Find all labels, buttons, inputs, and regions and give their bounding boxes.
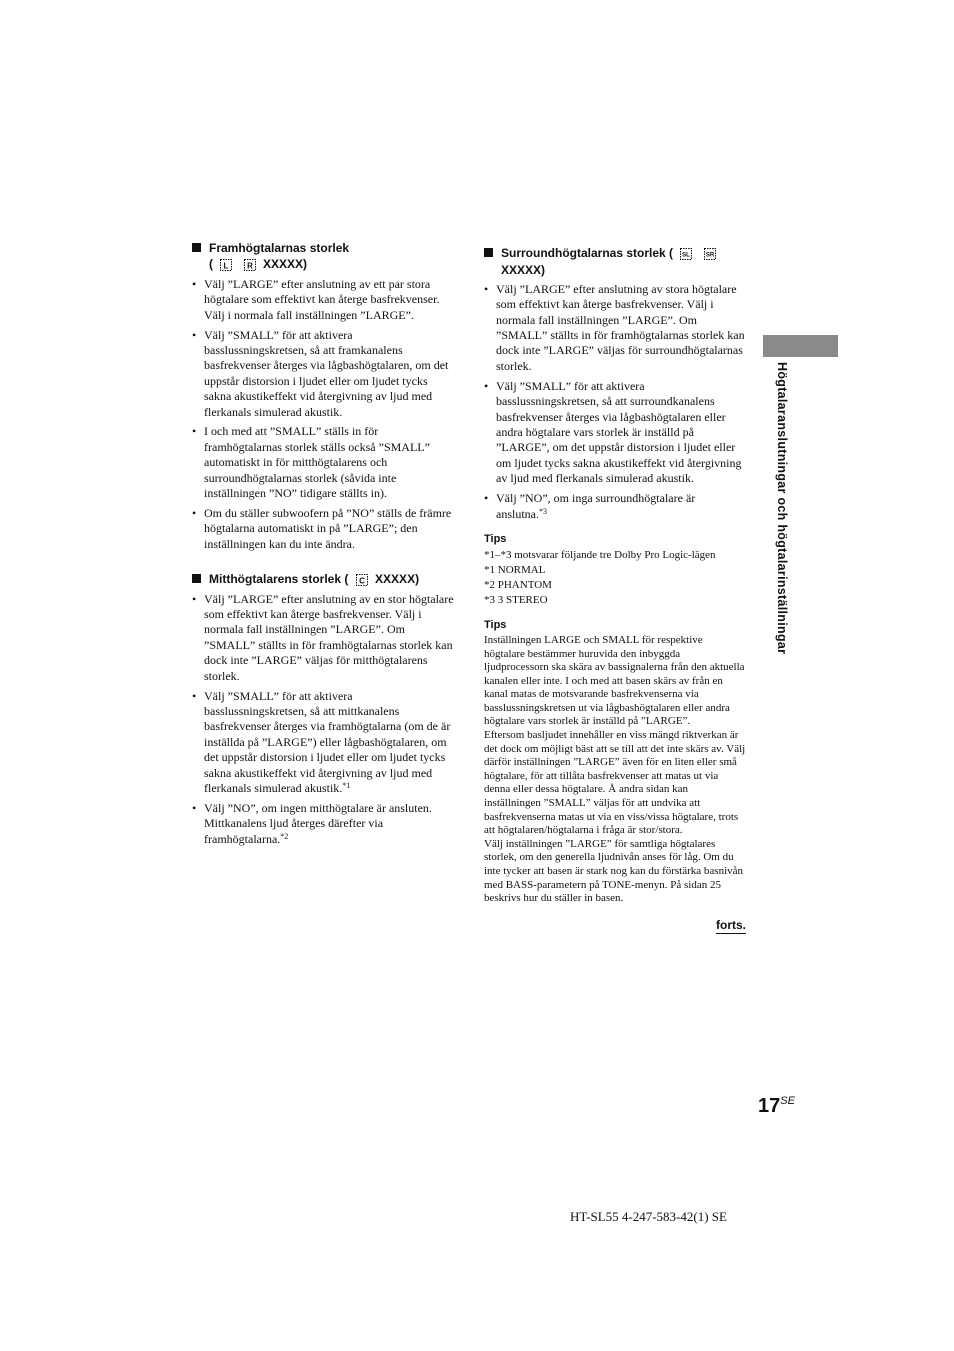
footnote-ref: *3 — [539, 506, 547, 516]
heading-square-icon — [484, 248, 493, 257]
side-tab-text: Högtalaranslutningar och högtalarinställningar — [775, 362, 789, 655]
continued-label: forts. — [716, 917, 746, 932]
surround-speaker-heading — [484, 245, 746, 278]
list-item: • Välj ”SMALL” för att aktivera basslussningskretsen, så att surroundkanalens basfrekvenser återges via lågbashögtalaren eller andra högtalare vars storlek är inställd på ”LARGE”, om det uppstår distorsion i ljudet eller om ljudet tycks sakna akustikeffekt vid återgivning av ljud med flerkanals simulerad akustik. — [484, 379, 746, 487]
left-column — [192, 240, 454, 852]
page-number-value: 17 — [758, 1095, 781, 1117]
surround-left-symbol: SL — [682, 252, 691, 259]
front-right-speaker-icon — [242, 257, 258, 273]
list-item: • Välj ”LARGE” efter anslutning av en stor högtalare som effektivt kan återge basfrekvenser. Välj i normala fall inställningen ”LARGE”. Om ”SMALL” ställts in för framhögtalarnas storlek kan dock inte ”LARGE” väljas för mitthögtalarens storlek. — [192, 592, 454, 684]
footnote-line: *2 PHANTOM — [484, 578, 552, 591]
center-bullet-list — [192, 592, 454, 848]
surround-right-symbol: SR — [705, 252, 714, 259]
tips-paragraph: Inställningen LARGE och SMALL för respektive högtalare bestämmer huruvida den inbyggda ljudprocessorn ska skära av bassignalerna från den aktuella kanalen eller inte. I och med att basen skärs av från en kanal matas de motsvarande basfrekvenserna via basslussningskretsen ut via lågbashögtalaren eller andra högtalare vars storlek är inställd på ”LARGE”. — [484, 633, 745, 728]
right-column — [484, 245, 746, 936]
center-symbol: C — [358, 576, 365, 586]
footnote-line: *1–*3 motsvarar följande tre Dolby Pro Logic-lägen — [484, 548, 716, 561]
model-code: HT-SL55 4-247-583-42(1) SE — [570, 1209, 727, 1224]
surround-heading-suffix: XXXXX) — [501, 262, 546, 277]
heading-square-icon — [192, 243, 201, 252]
surround-left-speaker-icon — [678, 246, 694, 262]
tips-paragraph: Eftersom basljudet innehåller en viss mängd riktverkan är det dock om möjligt bäst att se till att det inte skärs av. Välj därför inställningen ”LARGE” även för en liten eller små högtalare, för att tillåta basfrekvenser att matas ut via denna eller dessa högtalare. Å andra sidan kan inställningen ”SMALL” väljas för att undvika att basfrekvenserna matas ut via en viss/vissa högtalare, trots att högtalaren/högtalarna i fråga är stor/stora. — [484, 729, 746, 837]
surround-heading-text: Surroundhögtalarnas storlek ( — [501, 246, 674, 260]
list-item-text: Välj ”NO”, om inga surroundhögtalare är anslutna. — [496, 491, 696, 521]
surround-bullet-list — [484, 282, 746, 522]
front-heading-text: Framhögtalarnas storlek — [209, 241, 350, 255]
front-speaker-heading — [192, 240, 454, 273]
tips-body — [484, 634, 746, 906]
side-tab-marker — [763, 335, 838, 357]
tips-title-2: Tips — [484, 618, 507, 631]
front-heading-suffix: XXXXX) — [263, 257, 308, 271]
list-item: • Välj ”LARGE” efter anslutning av stora högtalare som effektivt kan återge basfrekvenser. Välj i normala fall inställningen ”LARGE”. Om ”SMALL” ställts in för framhögtalarnas storlek kan dock inte ”LARGE” väljas för surroundhögtalarnas storlek. — [484, 282, 746, 374]
heading-square-icon — [192, 574, 201, 583]
surround-right-speaker-icon — [702, 246, 718, 262]
footnote-line: *3 3 STEREO — [484, 593, 548, 606]
list-item: • Om du ställer subwoofern på ”NO” ställs de främre högtalarna automatiskt in på ”LARGE”; den inställningen kan du inte ändra. — [192, 506, 454, 552]
front-bullet-list — [192, 277, 454, 552]
list-item-text: Välj ”NO”, om ingen mitthögtalare är ansluten. Mittkanalens ljud återges därefter via framhögtalarna. — [204, 800, 432, 846]
footnote-ref: *1 — [342, 780, 351, 790]
center-speaker-icon — [354, 572, 370, 588]
tips-paragraph: Välj inställningen ”LARGE” för samtliga högtalares storlek, om den generella ljudnivån anses för låg. Om du inte tycker att basen är stark nog kan du förstärka basnivån med BASS-parametern på TONE-menyn. På sidan 25 beskrivs hur du ställer in basen. — [484, 837, 744, 905]
front-right-symbol: R — [246, 261, 253, 271]
list-item — [192, 801, 454, 847]
list-item — [192, 689, 454, 797]
front-heading-line2: ( L R XXXXX) — [209, 257, 308, 271]
center-heading-text: Mitthögtalarens storlek ( — [209, 571, 349, 586]
page-number — [758, 1095, 795, 1118]
center-heading-suffix: XXXXX) — [375, 571, 420, 586]
list-item-text: Välj ”SMALL” för att aktivera basslussningskretsen, så att mittkanalens basfrekvenser återges via framhögtalarna (om de är inställda på ”LARGE”) eller lågbashögtalaren, om det uppstår distorsion i ljudet eller om ljudet tycks sakna akustikeffekt vid återgivning av ljud med flerkanals simulerad akustik. — [204, 688, 451, 795]
list-item — [484, 491, 746, 522]
center-speaker-heading — [192, 571, 454, 588]
footnote-line: *1 NORMAL — [484, 563, 546, 576]
list-item: • I och med att ”SMALL” ställs in för framhögtalarnas storlek ställs också ”SMALL” automatiskt in för mitthögtalarens och surroundhögtalarnas storlek (såvida inte inställningen ”NO” tidigare ställts in). — [192, 424, 454, 501]
front-left-speaker-icon — [218, 257, 234, 273]
list-item: • Välj ”SMALL” för att aktivera basslussningskretsen, så att framkanalens basfrekvenser återges via lågbashögtalaren, om det uppstår distorsion i ljudet eller om ljudet tycks sakna akustikeffekt vid återgivning av ljud med flerkanals simulerad akustik. — [192, 328, 454, 420]
page-number-suffix: SE — [780, 1095, 795, 1107]
list-item: • Välj ”LARGE” efter anslutning av ett par stora högtalare som effektivt kan återge basfrekvenser. Välj i normala fall inställningen ”LARGE”. — [192, 277, 454, 323]
footnote-ref: *2 — [280, 831, 289, 841]
front-left-symbol: L — [223, 261, 229, 271]
tips-title-1: Tips — [484, 532, 507, 545]
